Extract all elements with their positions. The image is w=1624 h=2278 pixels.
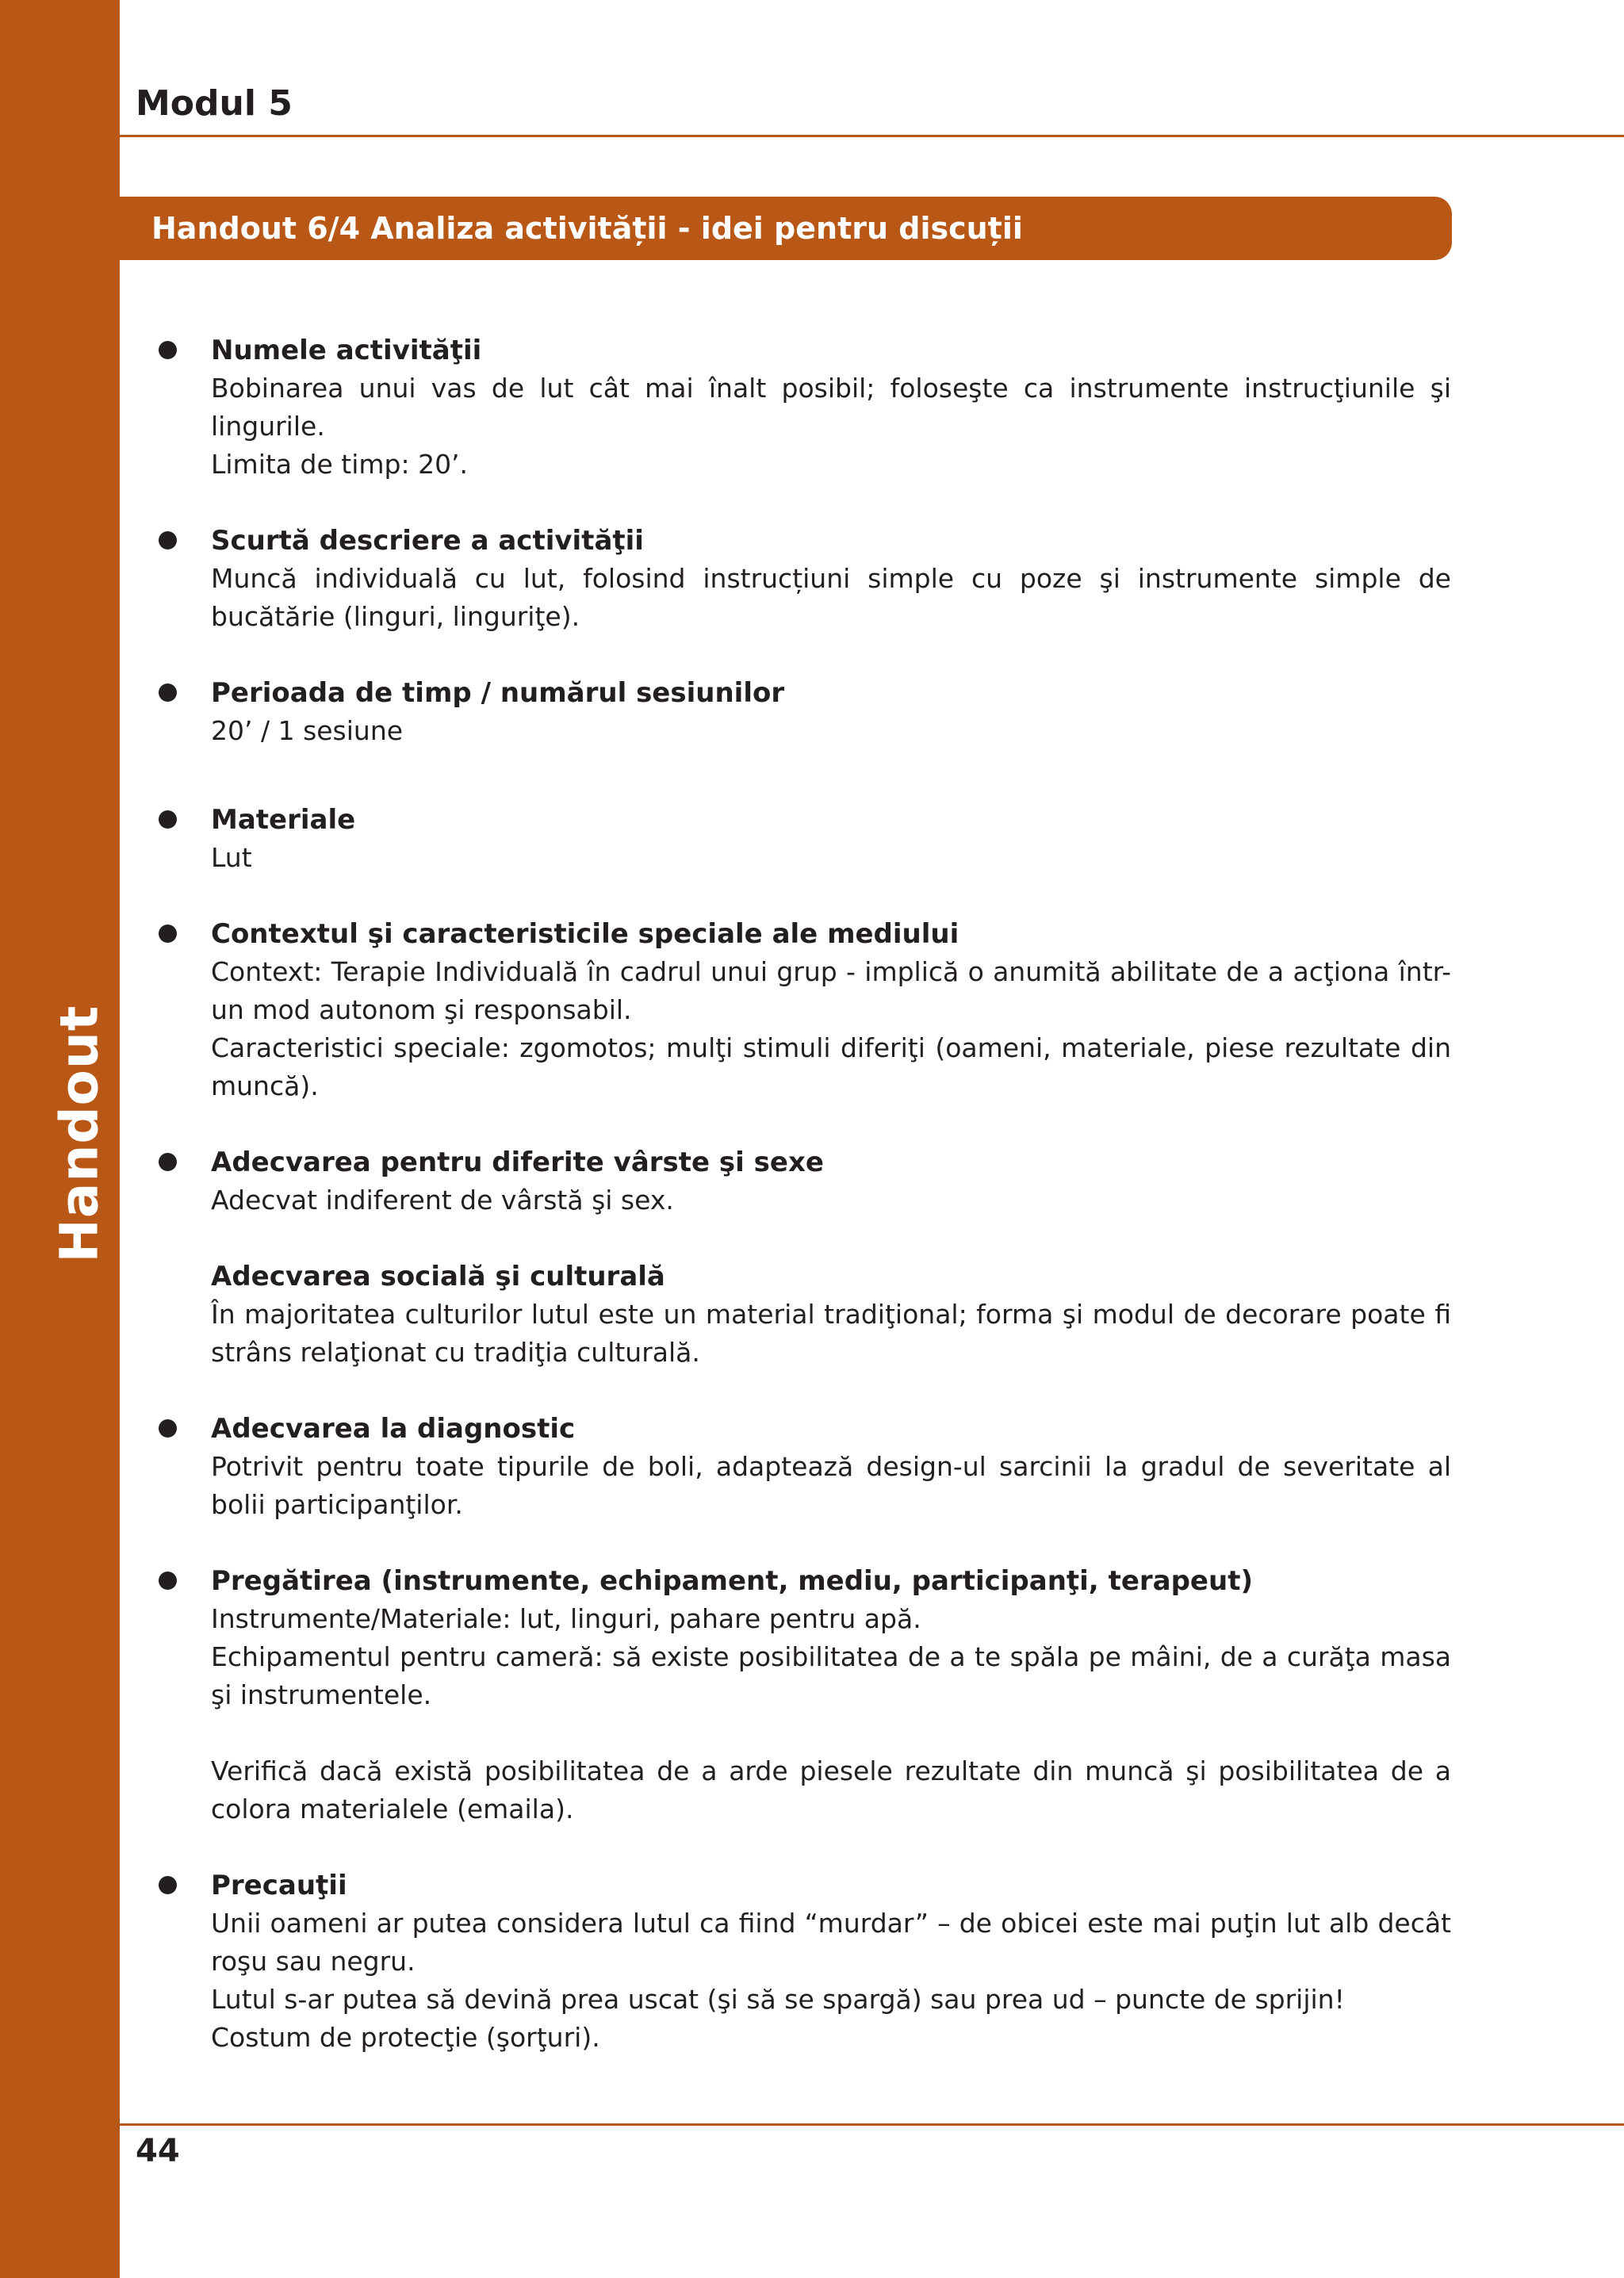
item-text: În majoritatea culturilor lutul este un material tradiţional; forma şi modul de decorare poate fi strâns relaţionat cu tradiţia culturală. [211,1299,1451,1368]
item-text: Costum de protecţie (şorţuri). [211,2022,600,2053]
list-item [159,1143,1451,1372]
list-item [159,674,1451,750]
item-text: Muncă individuală cu lut, folosind instrucțiuni simple cu poze şi instrumente simple de bucătărie (linguri, linguriţe). [211,563,1451,632]
list-item [159,1410,1451,1524]
bullet-icon [159,1419,177,1438]
side-label: Handout [48,1005,110,1263]
item-title: Precauţii [211,1870,347,1901]
footer-divider [120,2123,1624,2126]
item-text: Verifică dacă există posibilitatea de a arde piesele rezultate din muncă şi posibilitatea de a colora materialele (emaila). [211,1755,1451,1824]
list-item [159,522,1451,636]
item-text: Limita de timp: 20’. [211,449,469,480]
bullet-icon [159,925,177,943]
list-item [159,915,1451,1105]
item-text: Lutul s-ar putea să devină prea uscat (şi să se spargă) sau prea ud – puncte de sprijin! [211,1984,1345,2015]
bullet-icon [159,683,177,702]
bullet-icon [159,1572,177,1590]
bullet-icon [159,1876,177,1894]
item-text: Lut [211,842,252,873]
side-band [0,0,120,2278]
item-title: Materiale [211,804,356,836]
item-text: 20’ / 1 sesiune [211,715,404,746]
bullet-icon [159,341,177,359]
item-text: Echipamentul pentru cameră: să existe posibilitatea de a te spăla pe mâini, de a curăţa masa şi instrumentele. [211,1641,1451,1710]
item-title: Adecvarea la diagnostic [211,1413,576,1445]
list-item [159,1562,1451,1828]
item-title: Contextul şi caracteristicile speciale ale mediului [211,918,959,950]
item-subtitle: Adecvarea socială şi culturală [211,1261,665,1292]
header-divider [120,135,1624,137]
item-text: Bobinarea unui vas de lut cât mai înalt posibil; foloseşte ca instrumente instrucţiunile şi lingurile. [211,373,1451,442]
list-item [159,331,1451,484]
item-text: Instrumente/Materiale: lut, linguri, pahare pentru apă. [211,1603,921,1634]
item-title: Perioada de timp / numărul sesiunilor [211,677,785,709]
item-title: Pregătirea (instrumente, echipament, mediu, participanţi, terapeut) [211,1565,1253,1597]
page-number: 44 [136,2133,180,2169]
content [159,331,1451,2057]
bullet-icon [159,531,177,549]
item-text: Potrivit pentru toate tipurile de boli, adaptează design-ul sarcinii la gradul de severitate al bolii participanţilor. [211,1451,1451,1520]
item-title: Scurtă descriere a activităţii [211,525,644,557]
list-item [159,801,1451,877]
item-title: Adecvarea pentru diferite vârste şi sexe [211,1147,824,1178]
handout-banner [120,197,1452,260]
handout-title: Handout 6/4 Analiza activității - idei pentru discuții [151,211,1023,246]
module-title: Modul 5 [136,83,293,124]
list-item [159,1866,1451,2057]
bullet-icon [159,1153,177,1171]
item-text: Adecvat indiferent de vârstă şi sex. [211,1185,674,1216]
item-text: Caracteristici speciale: zgomotos; mulţi stimuli diferiţi (oameni, materiale, piese rezultate din muncă). [211,1032,1451,1101]
item-text: Context: Terapie Individuală în cadrul unui grup - implică o anumită abilitate de a acţiona într-un mod autonom şi responsabil. [211,956,1451,1025]
bullet-icon [159,810,177,829]
item-text: Unii oameni ar putea considera lutul ca fiind “murdar” – de obicei este mai puţin lut alb decât roşu sau negru. [211,1908,1451,1977]
item-title: Numele activităţii [211,335,482,366]
